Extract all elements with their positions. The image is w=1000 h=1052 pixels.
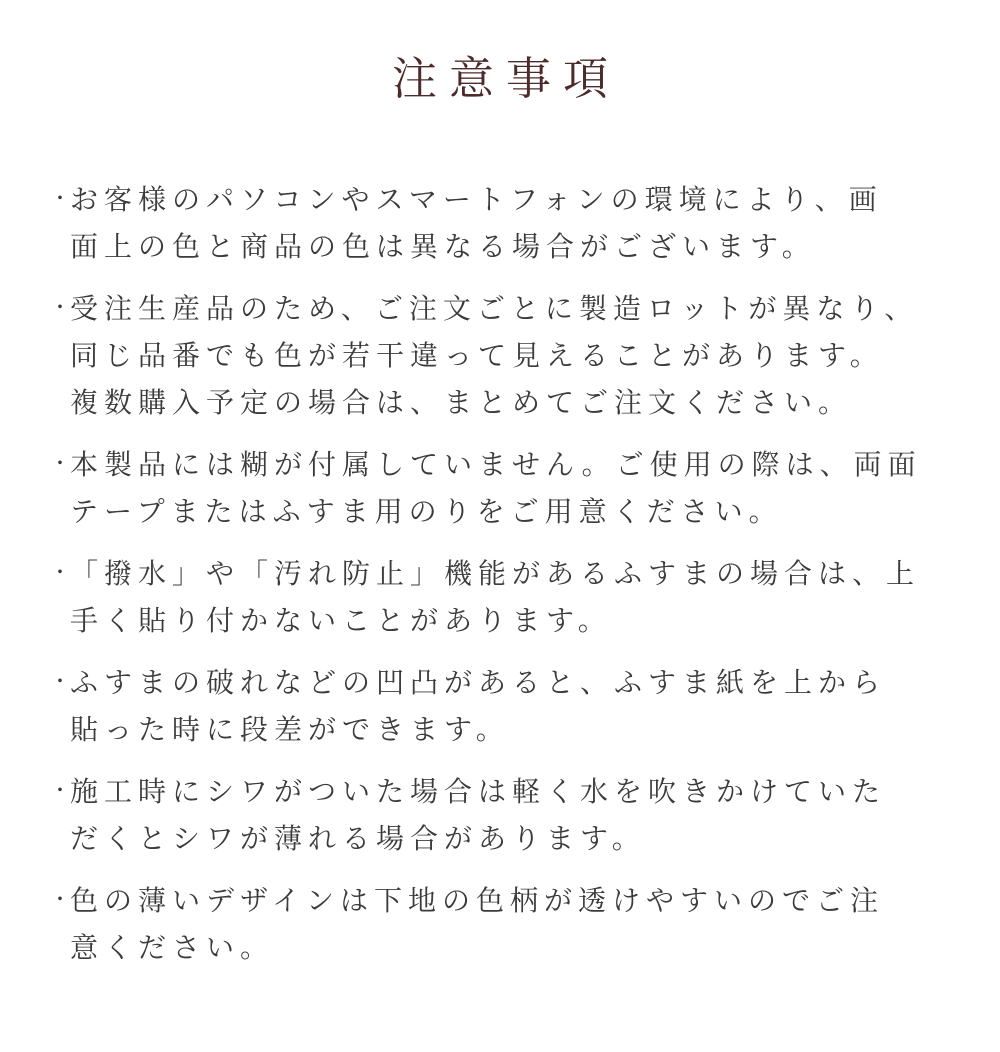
- notice-text: [70, 550, 970, 644]
- notice-item: [50, 550, 970, 644]
- notice-item: [50, 768, 970, 862]
- notice-line: テープまたはふすま用のりをご用意ください。: [70, 496, 783, 527]
- precautions-notice-page: [0, 52, 1000, 1052]
- notice-line: 同じ品番でも色が若干違って見えることがあります。: [70, 340, 884, 371]
- bullet-marker: ・: [50, 671, 70, 693]
- notice-text: [70, 877, 970, 971]
- notice-item: [50, 285, 970, 426]
- notice-line: お客様のパソコンやスマートフォンの環境により、画: [70, 184, 883, 215]
- notice-item: [50, 659, 970, 753]
- notice-item: [50, 877, 970, 971]
- notice-line: 意ください。: [70, 932, 275, 963]
- bullet-marker: ・: [50, 889, 70, 911]
- notice-text: [70, 285, 970, 426]
- notice-line: 施工時にシワがついた場合は軽く水を吹きかけていた: [70, 776, 887, 807]
- notice-text: [70, 768, 970, 862]
- notice-line: 複数購入予定の場合は、まとめてご注文ください。: [70, 387, 853, 418]
- notice-text: [70, 176, 970, 270]
- bullet-marker: ・: [50, 188, 70, 210]
- page-title: 注意事項: [391, 53, 620, 104]
- bullet-marker: ・: [50, 562, 70, 584]
- notice-line: ふすまの破れなどの凹凸があると、ふすま紙を上から: [70, 667, 887, 698]
- notice-line: 手く貼り付かないことがあります。: [70, 605, 612, 636]
- bullet-marker: ・: [50, 297, 70, 319]
- notice-line: だくとシワが薄れる場合があります。: [70, 823, 646, 854]
- notice-line: 色の薄いデザインは下地の色柄が透けやすいのでご注: [70, 885, 885, 916]
- notice-item: [50, 176, 970, 270]
- notice-line: 「撥水」や「汚れ防止」機能があるふすまの場合は、上: [70, 558, 921, 589]
- bullet-marker: ・: [50, 453, 70, 475]
- bullet-marker: ・: [50, 780, 70, 802]
- notice-line: 面上の色と商品の色は異なる場合がございます。: [70, 231, 816, 262]
- notice-text: [70, 441, 970, 535]
- notice-list: [50, 176, 970, 971]
- notice-line: 受注生産品のため、ご注文ごとに製造ロットが異なり、: [70, 293, 919, 324]
- notice-item: [50, 441, 970, 535]
- notice-line: 本製品には糊が付属していません。ご使用の際は、両面: [70, 449, 922, 480]
- notice-line: 貼った時に段差ができます。: [70, 714, 510, 745]
- notice-text: [70, 659, 970, 753]
